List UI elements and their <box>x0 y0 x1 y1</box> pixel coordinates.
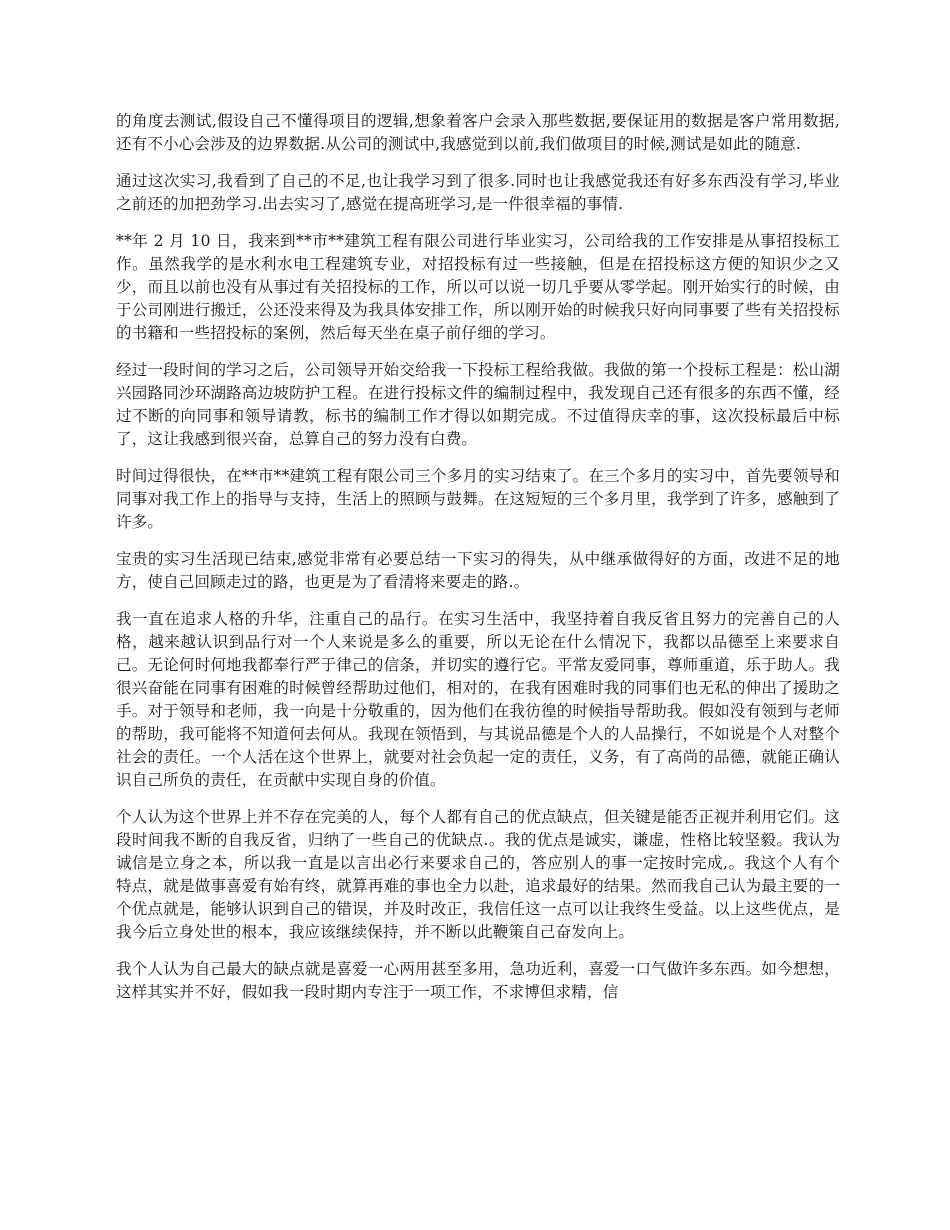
paragraph-internship-start: **年 2 月 10 日，我来到**市**建筑工程有限公司进行毕业实习，公司给我的工作安排是从事招投标工作。虽然我学的是水利水电工程建筑专业，对招投标有过一些接触，但是在招投标这方便的知识少之又少，而且以前也没有从事过有关招投标的工作，所以可以说一切几乎要从零学起。刚开始实行的时候，由于公司刚进行搬迁，公还没来得及为我具体安排工作，所以刚开始的时候我只好向同事要了些有关招投标的书籍和一些招投标的案例，然后每天坐在桌子前仔细的学习。 <box>116 232 840 342</box>
paragraph-summary-intro: 宝贵的实习生活现已结束,感觉非常有必要总结一下实习的得失，从中继承做得好的方面，改进不足的地方，使自己回顾走过的路，也更是为了看清将来要走的路.。 <box>116 550 840 591</box>
paragraph-strengths: 个人认为这个世界上并不存在完美的人，每个人都有自己的优点缺点，但关键是能否正视并利用它们。这段时间我不断的自我反省，归纳了一些自己的优缺点.。我的优点是诚实，谦虚，性格比较坚毅。我认为诚信是立身之本，所以我一直是以言出必行来要求自己的，答应别人的事一定按时完成,。我这个人有个特点，就是做事喜爱有始有终，就算再难的事也全力以赴，追求最好的结果。然而我自己认为最主要的一个优点就是，能够认识到自己的错误，并及时改正，我信任这一点可以让我终生受益。以上这些优点，是我今后立身处世的根本，我应该继续保持，并不断以此鞭策自己奋发向上。 <box>116 808 840 941</box>
document-body <box>116 110 840 1018</box>
paragraph-testing-attitude: 的角度去测试,假设自己不懂得项目的逻辑,想象着客户会录入那些数据,要保证用的数据是客户常用数据,还有不小心会涉及的边界数据.从公司的测试中,我感觉到以前,我们做项目的时候,测试是如此的随意. <box>116 112 840 153</box>
paragraph-character: 我一直在追求人格的升华，注重自己的品行。在实习生活中，我坚持着自我反省且努力的完善自己的人格，越来越认识到品行对一个人来说是多么的重要，所以无论在什么情况下，我都以品德至上来要求自己。无论何时何地我都奉行严于律己的信条，并切实的遵行它。平常友爱同事，尊师重道，乐于助人。我很兴奋能在同事有困难的时候曾经帮助过他们，相对的，在我有困难时我的同事们也无私的伸出了援助之手。对于领导和老师，我一向是十分敬重的，因为他们在我彷徨的时候指导帮助我。假如没有领到与老师的帮助，我可能将不知道何去何从。我现在领悟到，与其说品德是个人的人品操行，不如说是个人对整个社会的责任。一个人活在这个世界上，就要对社会负起一定的责任，义务，有了高尚的品德，就能正确认识自己所负的责任，在贡献中实现自身的价值。 <box>116 610 840 789</box>
paragraph-internship-end: 时间过得很快，在**市**建筑工程有限公司三个多月的实习结束了。在三个多月的实习中，首先要领导和同事对我工作上的指导与支持，生活上的照顾与鼓舞。在这短短的三个多月里，我学到了许多，感触到了许多。 <box>116 467 840 531</box>
paragraph-first-bid: 经过一段时间的学习之后，公司领导开始交给我一下投标工程给我做。我做的第一个投标工程是：松山湖兴园路同沙环湖路高边坡防护工程。在进行投标文件的编制过程中，我发现自己还有很多的东西不懂，经过不断的向同事和领导请教，标书的编制工作才得以如期完成。不过值得庆幸的事，这次投标最后中标了，这让我感到很兴奋，总算自己的努力没有白费。 <box>116 361 840 448</box>
paragraph-weaknesses: 我个人认为自己最大的缺点就是喜爱一心两用甚至多用，急功近利，喜爱一口气做许多东西。如今想想，这样其实并不好，假如我一段时期内专注于一项工作，不求博但求精，信 <box>116 960 840 1001</box>
paragraph-shortcomings: 通过这次实习,我看到了自己的不足,也让我学习到了很多.同时也让我感觉我还有好多东西没有学习,毕业之前还的加把劲学习.出去实习了,感觉在提高班学习,是一件很幸福的事情. <box>116 172 840 213</box>
